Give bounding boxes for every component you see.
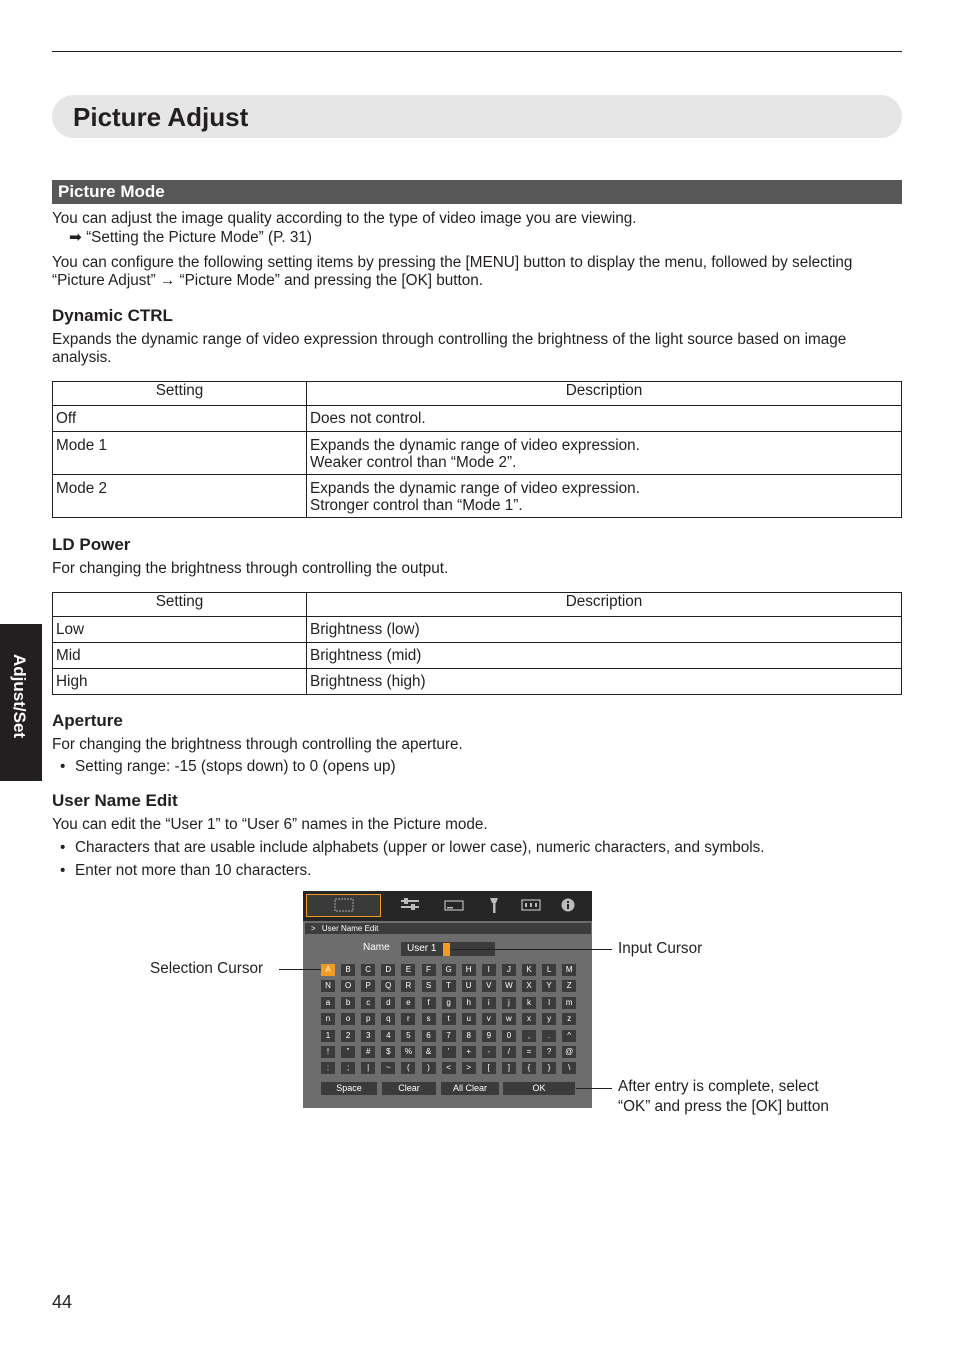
input-settings-icon[interactable]	[399, 897, 421, 915]
keyboard-key[interactable]: S	[422, 980, 436, 992]
description-cell	[307, 475, 902, 518]
chevron-right-icon: >	[311, 924, 316, 933]
description-cell	[307, 432, 902, 475]
input-cursor-leader	[452, 949, 612, 950]
keyboard-key[interactable]: B	[341, 964, 355, 976]
all-clear-button[interactable]: All Clear	[441, 1082, 499, 1095]
col-setting: Setting	[53, 382, 307, 406]
keyboard-key[interactable]: '	[442, 1046, 456, 1058]
keyboard-key[interactable]: ;	[341, 1062, 355, 1074]
description-cell: Brightness (low)	[307, 617, 902, 643]
dynamic-ctrl-desc-2: analysis.	[52, 349, 112, 366]
keyboard-key[interactable]: 7	[442, 1030, 456, 1042]
keyboard-key[interactable]: !	[321, 1046, 335, 1058]
keyboard-key[interactable]: %	[401, 1046, 415, 1058]
keyboard-key[interactable]: g	[442, 997, 456, 1009]
user-name-edit-desc: You can edit the “User 1” to “User 6” names in the Picture mode.	[52, 816, 488, 833]
osd-breadcrumb	[305, 923, 591, 934]
keyboard-key[interactable]: :	[321, 1062, 335, 1074]
keyboard-key[interactable]: =	[522, 1046, 536, 1058]
keyboard-key[interactable]: X	[522, 980, 536, 992]
keyboard-key[interactable]: <	[442, 1062, 456, 1074]
keyboard-key[interactable]: E	[401, 964, 415, 976]
keyboard-key[interactable]: ]	[502, 1062, 516, 1074]
setting-cell: Low	[53, 617, 307, 643]
ok-button[interactable]: OK	[503, 1082, 575, 1095]
keyboard-key[interactable]: Q	[381, 980, 395, 992]
config-text-1: You can configure the following setting items by pressing the [MENU] button to display the menu, followed by selecting	[52, 254, 853, 271]
col-description: Description	[307, 593, 902, 617]
function-icon[interactable]	[483, 897, 505, 915]
keyboard-key[interactable]: o	[341, 1013, 355, 1025]
keyboard-key[interactable]: w	[502, 1013, 516, 1025]
bullet-text: Enter not more than 10 characters.	[75, 862, 312, 879]
keyboard-key[interactable]: ~	[381, 1062, 395, 1074]
keyboard-key[interactable]: ^	[562, 1030, 576, 1042]
keyboard-key[interactable]: .	[542, 1030, 556, 1042]
keyboard-key[interactable]: 5	[401, 1030, 415, 1042]
side-tab	[0, 624, 42, 781]
aperture-desc: For changing the brightness through controlling the aperture.	[52, 736, 463, 753]
table-row	[53, 406, 902, 432]
keyboard-key[interactable]: 2	[341, 1030, 355, 1042]
table-row	[53, 669, 902, 695]
information-icon[interactable]	[557, 897, 579, 915]
ok-instruction-2: “OK” and press the [OK] button	[618, 1098, 829, 1115]
keyboard-key[interactable]: L	[542, 964, 556, 976]
ok-leader	[576, 1088, 612, 1089]
ok-instruction-1: After entry is complete, select	[618, 1078, 819, 1095]
keyboard-key[interactable]: F	[422, 964, 436, 976]
keyboard-key[interactable]: $	[381, 1046, 395, 1058]
keyboard-key[interactable]: N	[321, 980, 335, 992]
keyboard-key[interactable]: v	[482, 1013, 496, 1025]
description-line: Expands the dynamic range of video expression.	[310, 480, 640, 497]
selection-cursor-label: Selection Cursor	[150, 960, 264, 977]
side-tab-label: Adjust/Set	[10, 654, 29, 739]
keyboard-key[interactable]: I	[482, 964, 496, 976]
keyboard-key[interactable]: q	[381, 1013, 395, 1025]
aperture-bullet: • Setting range: -15 (stops down) to 0 (opens up)	[60, 758, 396, 775]
dynamic-ctrl-desc-1: Expands the dynamic range of video expression through controlling the brightness of the light source based on image	[52, 331, 847, 348]
keyboard-key[interactable]: ?	[542, 1046, 556, 1058]
input-cursor	[443, 943, 450, 956]
keyboard-key[interactable]: z	[562, 1013, 576, 1025]
bullet-text: Characters that are usable include alphabets (upper or lower case), numeric characters, and symbols.	[75, 839, 765, 856]
keyboard-key[interactable]: J	[502, 964, 516, 976]
osd-menu	[303, 891, 592, 1108]
description-line: Stronger control than “Mode 1”.	[310, 497, 523, 514]
table-row	[53, 432, 902, 475]
dynamic-ctrl-heading: Dynamic CTRL	[52, 306, 173, 325]
keyboard-key[interactable]: -	[482, 1046, 496, 1058]
keyboard-key[interactable]: j	[502, 997, 516, 1009]
keyboard-key[interactable]: M	[562, 964, 576, 976]
keyboard-key[interactable]: D	[381, 964, 395, 976]
space-button[interactable]: Space	[321, 1082, 377, 1095]
table-row	[53, 643, 902, 669]
user-name-bullet-2: • Enter not more than 10 characters.	[60, 862, 312, 879]
ld-power-table	[52, 592, 902, 695]
keyboard-key[interactable]: {	[522, 1062, 536, 1074]
keyboard-key[interactable]: 9	[482, 1030, 496, 1042]
keyboard-key[interactable]: #	[361, 1046, 375, 1058]
osd-tab-bar	[303, 891, 592, 921]
keyboard-key[interactable]: 6	[422, 1030, 436, 1042]
keyboard-key[interactable]: T	[442, 980, 456, 992]
header-rule	[52, 51, 902, 52]
keyboard-key[interactable]: "	[341, 1046, 355, 1058]
setting-cell: High	[53, 669, 307, 695]
col-setting: Setting	[53, 593, 307, 617]
keyboard-key[interactable]: )	[422, 1062, 436, 1074]
aperture-heading: Aperture	[52, 711, 123, 730]
config-text-2: “Picture Adjust” → “Picture Mode” and pressing the [OK] button.	[52, 272, 484, 289]
keyboard-key[interactable]: P	[361, 980, 375, 992]
keyboard-key[interactable]: k	[522, 997, 536, 1009]
selection-cursor-key[interactable]: A	[321, 964, 335, 976]
keyboard-key[interactable]: 3	[361, 1030, 375, 1042]
installation-icon[interactable]	[443, 897, 465, 915]
name-value: User 1	[407, 943, 437, 954]
keyboard-key[interactable]: b	[341, 997, 355, 1009]
section-title: Picture Mode	[58, 182, 165, 201]
keyboard-key[interactable]: 0	[502, 1030, 516, 1042]
keyboard-key[interactable]: t	[442, 1013, 456, 1025]
keyboard-key[interactable]: r	[401, 1013, 415, 1025]
keyboard-key[interactable]: i	[482, 997, 496, 1009]
section-header	[52, 180, 902, 204]
keyboard-key[interactable]: H	[462, 964, 476, 976]
setting-cell: Mode 1	[53, 432, 307, 475]
table-row	[53, 617, 902, 643]
picture-adjust-icon[interactable]	[306, 894, 381, 917]
title-bar	[52, 95, 902, 138]
keyboard-key[interactable]: G	[442, 964, 456, 976]
page-title: Picture Adjust	[73, 102, 249, 132]
input-cursor-label: Input Cursor	[618, 940, 703, 957]
keyboard-key[interactable]: (	[401, 1062, 415, 1074]
keyboard-key[interactable]: 8	[462, 1030, 476, 1042]
keyboard-key[interactable]: f	[422, 997, 436, 1009]
keyboard-key[interactable]: U	[462, 980, 476, 992]
keyboard-key[interactable]: @	[562, 1046, 576, 1058]
reference-link[interactable]: ➡ “Setting the Picture Mode” (P. 31)	[69, 229, 312, 246]
keyboard-key[interactable]: W	[502, 980, 516, 992]
keyboard-key[interactable]: ,	[522, 1030, 536, 1042]
keyboard-key[interactable]: [	[482, 1062, 496, 1074]
description-cell: Brightness (high)	[307, 669, 902, 695]
page-number: 44	[52, 1292, 73, 1312]
keyboard-key[interactable]: s	[422, 1013, 436, 1025]
keyboard-key[interactable]: &	[422, 1046, 436, 1058]
setting-cell: Mode 2	[53, 475, 307, 518]
keyboard-key[interactable]: a	[321, 997, 335, 1009]
keyboard-key[interactable]: Z	[562, 980, 576, 992]
keyboard-key[interactable]: \	[562, 1062, 576, 1074]
keyboard-key[interactable]: l	[542, 997, 556, 1009]
breadcrumb-label: User Name Edit	[321, 924, 379, 933]
keyboard-key[interactable]: e	[401, 997, 415, 1009]
keyboard-key[interactable]: V	[482, 980, 496, 992]
selection-cursor-leader	[279, 969, 321, 970]
keyboard-key[interactable]: y	[542, 1013, 556, 1025]
keyboard-key[interactable]: x	[522, 1013, 536, 1025]
clear-button[interactable]: Clear	[382, 1082, 436, 1095]
keyboard-key[interactable]: n	[321, 1013, 335, 1025]
intro-text: You can adjust the image quality according to the type of video image you are viewing.	[52, 210, 637, 227]
user-name-bullet-1: • Characters that are usable include alphabets (upper or lower case), numeric characters, and symbols.	[60, 839, 765, 856]
keyboard-key[interactable]: >	[462, 1062, 476, 1074]
keyboard-key[interactable]: +	[462, 1046, 476, 1058]
keyboard-key[interactable]: 4	[381, 1030, 395, 1042]
description-line: Weaker control than “Mode 2”.	[310, 454, 517, 471]
keyboard-key[interactable]: u	[462, 1013, 476, 1025]
bullet-text: Setting range: -15 (stops down) to 0 (opens up)	[75, 758, 396, 775]
name-label: Name	[363, 942, 390, 953]
col-description: Description	[307, 382, 902, 406]
keyboard-key[interactable]: }	[542, 1062, 556, 1074]
description-line: Expands the dynamic range of video expression.	[310, 437, 640, 454]
description-cell: Brightness (mid)	[307, 643, 902, 669]
display-setup-icon[interactable]	[520, 897, 542, 915]
keyboard-key[interactable]: O	[341, 980, 355, 992]
table-row	[53, 475, 902, 518]
keyboard-key[interactable]: |	[361, 1062, 375, 1074]
ld-power-desc: For changing the brightness through controlling the output.	[52, 560, 449, 577]
keyboard-key[interactable]: m	[562, 997, 576, 1009]
keyboard-key[interactable]: Y	[542, 980, 556, 992]
keyboard-key[interactable]: K	[522, 964, 536, 976]
setting-cell: Mid	[53, 643, 307, 669]
keyboard-key[interactable]: 1	[321, 1030, 335, 1042]
keyboard-key[interactable]: C	[361, 964, 375, 976]
keyboard-key[interactable]: d	[381, 997, 395, 1009]
dynamic-ctrl-table	[52, 381, 902, 518]
keyboard-key[interactable]: p	[361, 1013, 375, 1025]
ld-power-heading: LD Power	[52, 535, 131, 554]
setting-cell: Off	[53, 406, 307, 432]
user-name-edit-heading: User Name Edit	[52, 791, 178, 810]
keyboard-key[interactable]: /	[502, 1046, 516, 1058]
keyboard-key[interactable]: R	[401, 980, 415, 992]
description-cell: Does not control.	[307, 406, 902, 432]
keyboard-key[interactable]: h	[462, 997, 476, 1009]
keyboard-key[interactable]: c	[361, 997, 375, 1009]
